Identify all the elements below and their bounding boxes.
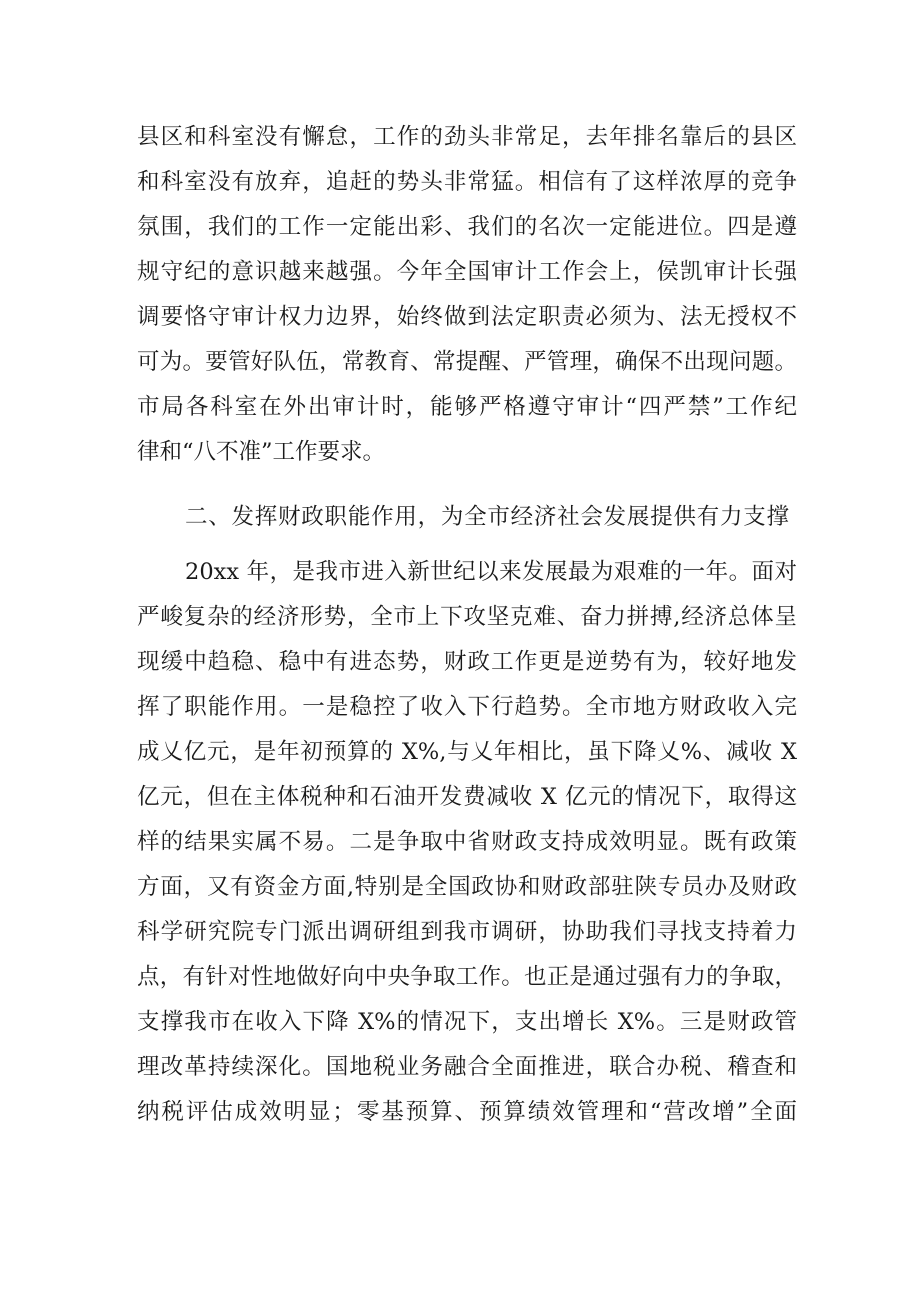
- paragraph-1-line-8: 律和“八不准”工作要求。: [137, 439, 386, 465]
- paragraph-2-line-8: 方面，又有资金方面,特别是全国政协和财政部驻陕专员办及财政: [137, 874, 797, 900]
- paragraph-1-line-7: 市局各科室在外出审计时，能够严格遵守审计“四严禁”工作纪: [137, 394, 797, 420]
- paragraph-2-line-2: 严峻复杂的经济形势，全市上下攻坚克难、奋力拼搏,经济总体呈: [137, 604, 797, 630]
- paragraph-2-line-6: 亿元，但在主体税种和石油开发费减收 X 亿元的情况下，取得这: [137, 784, 797, 810]
- paragraph-2-line-4: 挥了职能作用。一是稳控了收入下行趋势。全市地方财政收入完: [137, 694, 797, 720]
- paragraph-2-line-12: 理改革持续深化。国地税业务融合全面推进，联合办税、稽查和: [137, 1054, 797, 1080]
- paragraph-2-line-10: 点，有针对性地做好向中央争取工作。也正是通过强有力的争取，: [137, 964, 797, 990]
- paragraph-1-line-3: 氛围，我们的工作一定能出彩、我们的名次一定能进位。四是遵: [137, 214, 797, 240]
- paragraph-2-line-11: 支撑我市在收入下降 X%的情况下，支出增长 X%。三是财政管: [137, 1009, 797, 1035]
- paragraph-1-line-6: 可为。要管好队伍，常教育、常提醒、严管理，确保不出现问题。: [137, 349, 797, 375]
- paragraph-2-line-1: 20xx 年，是我市进入新世纪以来发展最为艰难的一年。面对: [185, 559, 797, 585]
- paragraph-1-line-5: 调要恪守审计权力边界，始终做到法定职责必须为、法无授权不: [137, 304, 797, 330]
- paragraph-2-line-7: 样的结果实属不易。二是争取中省财政支持成效明显。既有政策: [137, 829, 797, 855]
- paragraph-2-line-3: 现缓中趋稳、稳中有进态势，财政工作更是逆势有为，较好地发: [137, 649, 797, 675]
- paragraph-1-line-1: 县区和科室没有懈怠，工作的劲头非常足，去年排名靠后的县区: [137, 124, 797, 150]
- paragraph-2-line-9: 科学研究院专门派出调研组到我市调研，协助我们寻找支持着力: [137, 919, 797, 945]
- paragraph-2-line-5: 成乂亿元，是年初预算的 X%,与乂年相比，虽下降乂%、减收 X: [137, 739, 797, 765]
- paragraph-1-line-4: 规守纪的意识越来越强。今年全国审计工作会上，侯凯审计长强: [137, 259, 797, 285]
- paragraph-2-line-13: 纳税评估成效明显；零基预算、预算绩效管理和“营改增”全面: [137, 1099, 797, 1125]
- section-heading: 二、发挥财政职能作用，为全市经济社会发展提供有力支撑: [185, 504, 789, 530]
- paragraph-1-line-2: 和科室没有放弃，追赶的势头非常猛。相信有了这样浓厚的竞争: [137, 169, 797, 195]
